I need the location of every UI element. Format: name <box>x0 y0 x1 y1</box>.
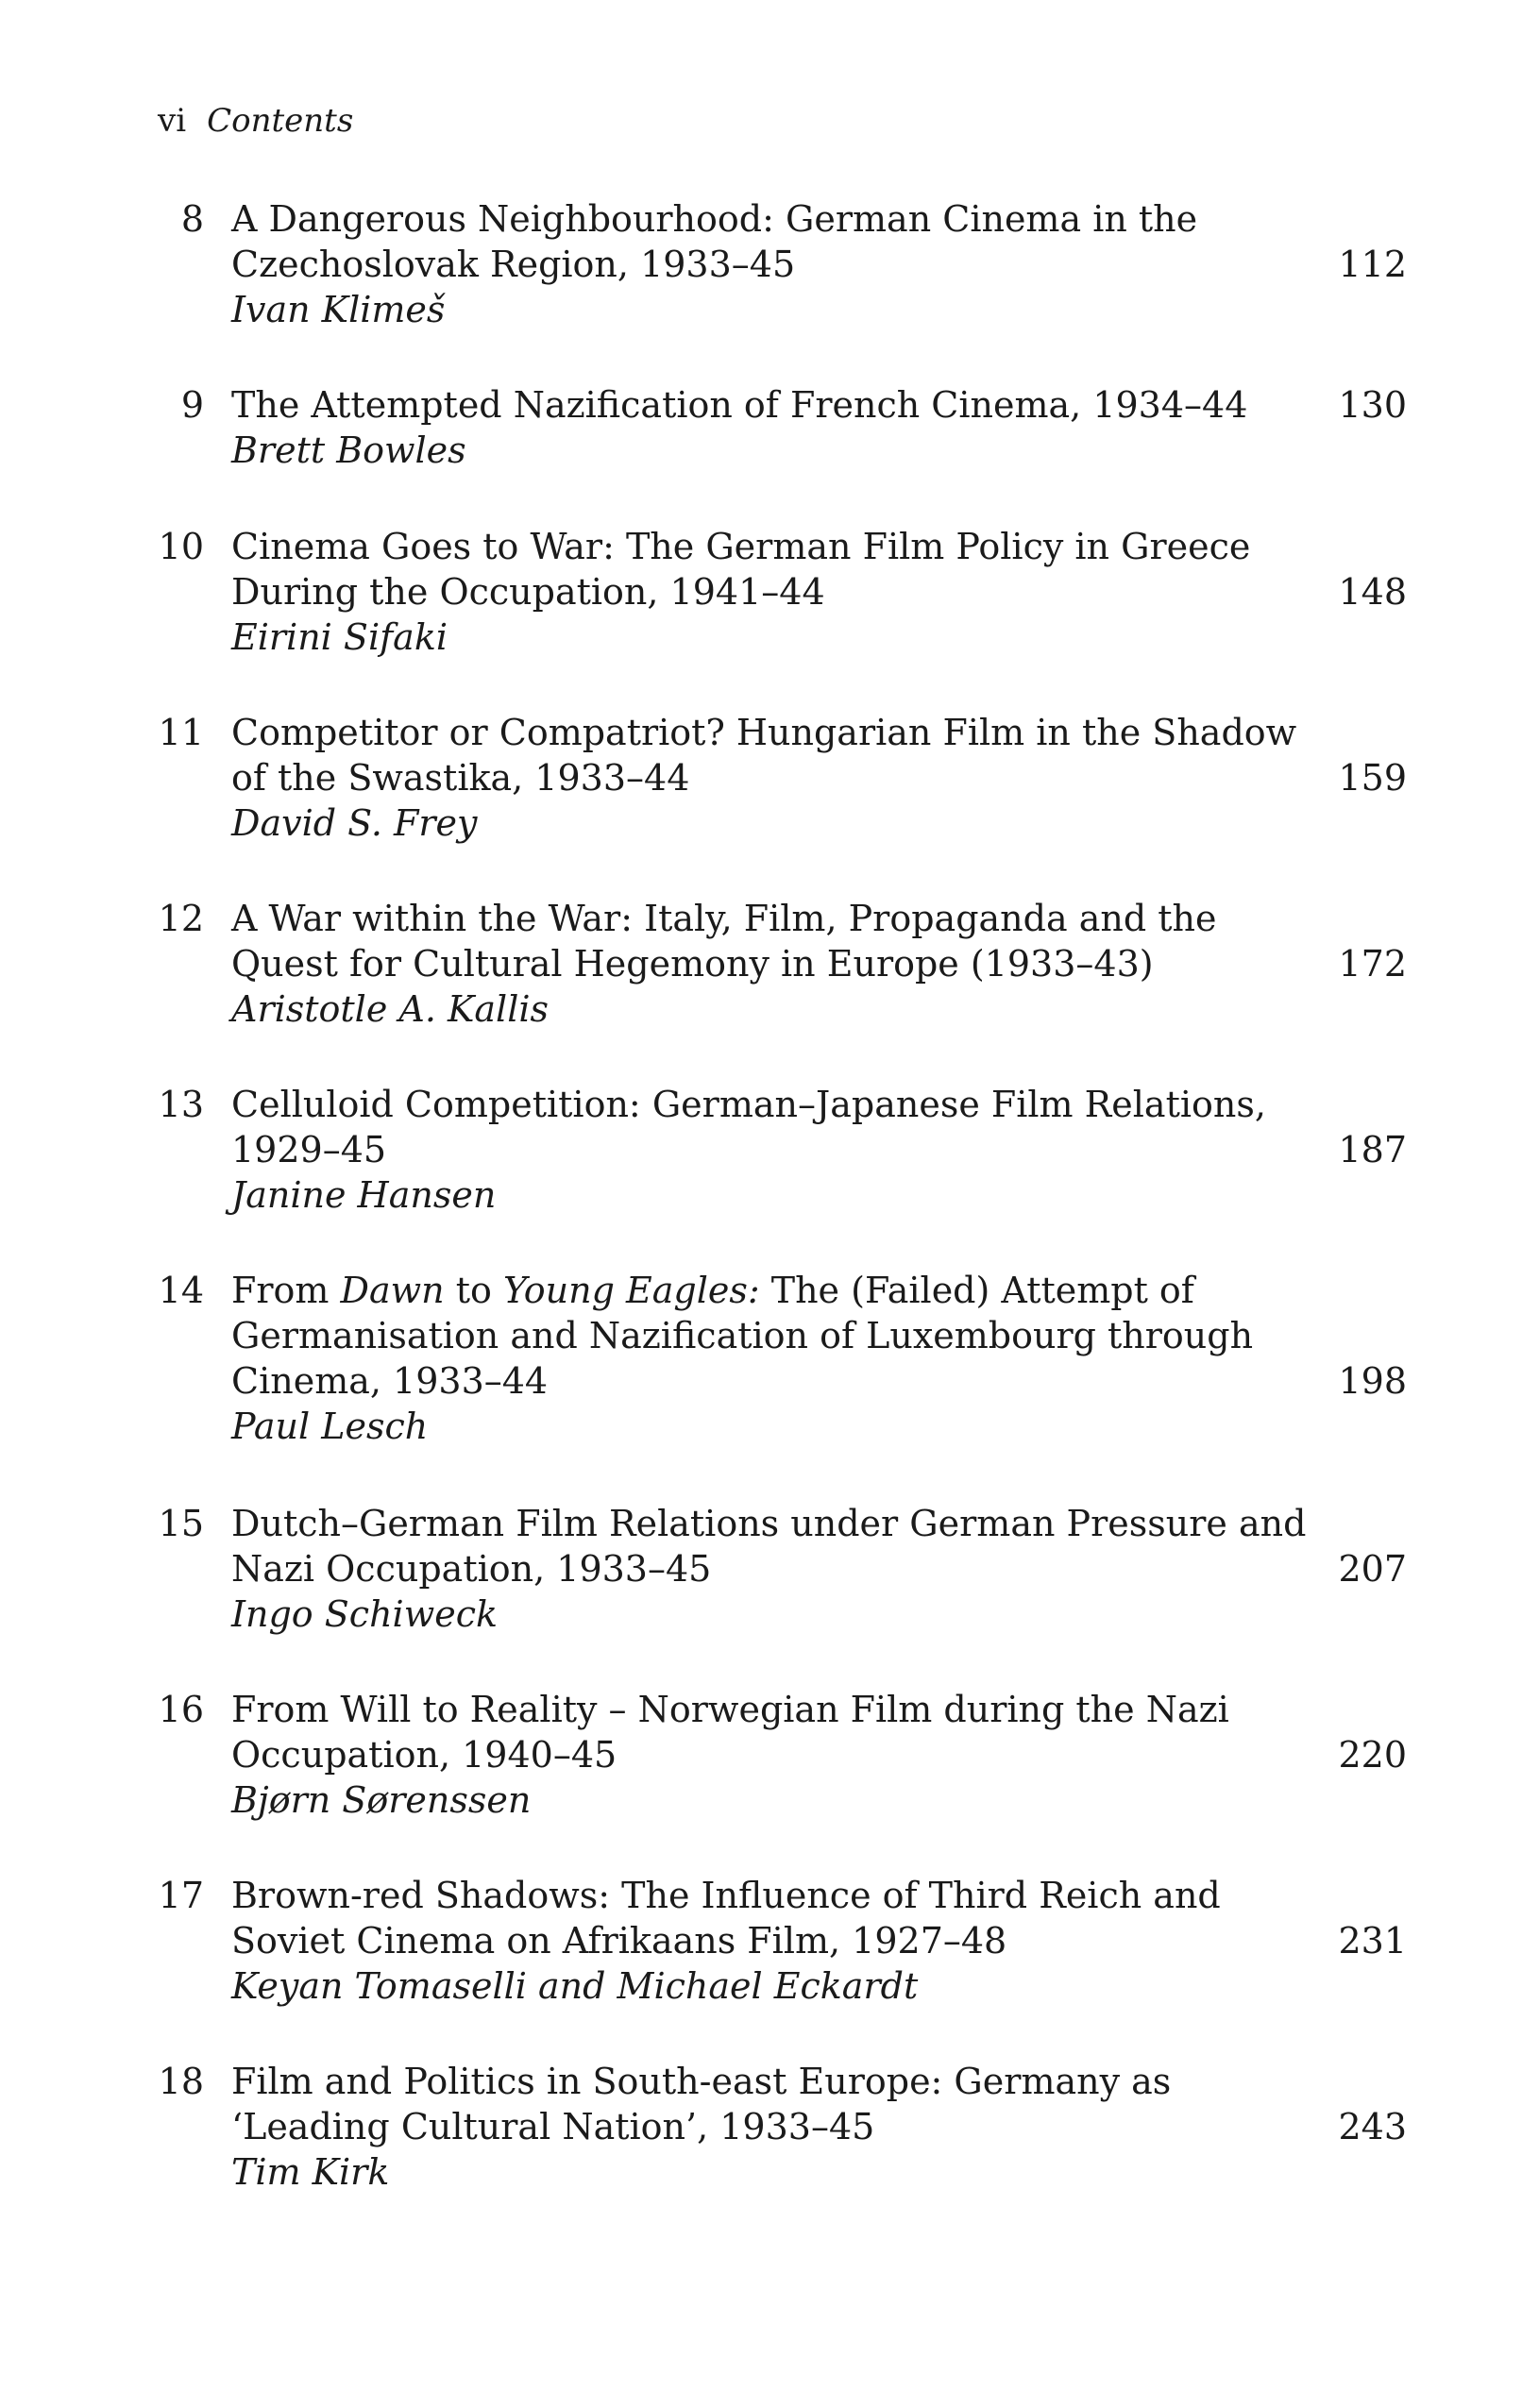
chapter-title-line: Nazi Occupation, 1933–45 <box>231 1548 712 1590</box>
chapter-number: 15 <box>158 1503 204 1544</box>
chapter-title-line: Germanisation and Nazification of Luxembourg through <box>231 1315 1254 1356</box>
page-number: 159 <box>1338 757 1407 799</box>
chapter-author: Janine Hansen <box>231 1174 497 1216</box>
chapter-title-line: Occupation, 1940–45 <box>231 1734 617 1776</box>
chapter-title-line: of the Swastika, 1933–44 <box>231 757 690 799</box>
chapter-author: David S. Frey <box>231 802 478 844</box>
page-folio: vi <box>158 102 187 140</box>
chapter-title-line: Dutch–German Film Relations under German Pressure and <box>231 1503 1307 1544</box>
chapter-title-line: A War within the War: Italy, Film, Propaganda and the <box>231 898 1217 939</box>
running-head-title: Contents <box>207 102 354 140</box>
chapter-author: Keyan Tomaselli and Michael Eckardt <box>231 1965 919 2007</box>
chapter-title <box>231 896 1256 1032</box>
chapter-number: 13 <box>158 1084 204 1125</box>
chapter-title-line <box>231 1268 1256 1313</box>
chapter-title-line: During the Occupation, 1941–44 <box>231 571 825 613</box>
chapter-title <box>231 2059 1256 2195</box>
chapter-author: Eirini Sifaki <box>231 616 448 658</box>
chapter-title-line: The Attempted Nazification of French Cinema, 1934–44 <box>231 384 1248 426</box>
chapter-number: 17 <box>158 1875 204 1916</box>
chapter-number: 11 <box>158 712 204 753</box>
chapter-number: 18 <box>158 2061 204 2102</box>
chapter-author: Bjørn Sørenssen <box>231 1779 532 1821</box>
page-number: 231 <box>1338 1920 1407 1962</box>
chapter-title-line: Quest for Cultural Hegemony in Europe (1933–43) <box>231 943 1154 985</box>
chapter-title <box>231 524 1256 660</box>
running-head <box>158 97 353 144</box>
chapter-author: Tim Kirk <box>231 2151 390 2193</box>
chapter-title-line: Film and Politics in South-east Europe: Germany as <box>231 2061 1172 2102</box>
title-text: The (Failed) Attempt of <box>759 1270 1194 1311</box>
chapter-title-line: 1929–45 <box>231 1129 387 1170</box>
chapter-author: Aristotle A. Kallis <box>231 988 550 1030</box>
chapter-title-line: Celluloid Competition: German–Japanese Film Relations, <box>231 1084 1266 1125</box>
page-number: 220 <box>1338 1734 1407 1776</box>
chapter-title-line: Brown-red Shadows: The Influence of Third Reich and <box>231 1875 1221 1916</box>
title-text: to <box>444 1270 503 1311</box>
film-title-dawn: Dawn <box>340 1270 445 1311</box>
chapter-title-line: A Dangerous Neighbourhood: German Cinema in the <box>231 198 1198 240</box>
chapter-title-line: Soviet Cinema on Afrikaans Film, 1927–48 <box>231 1920 1007 1962</box>
chapter-title <box>231 1687 1256 1823</box>
page-number: 207 <box>1338 1548 1407 1590</box>
chapter-number: 8 <box>180 198 204 240</box>
page-number: 187 <box>1338 1129 1407 1170</box>
chapter-number: 10 <box>158 526 204 567</box>
chapter-title-line: Competitor or Compatriot? Hungarian Film in the Shadow <box>231 712 1297 753</box>
chapter-author: Brett Bowles <box>231 429 466 471</box>
chapter-title-line: Czechoslovak Region, 1933–45 <box>231 244 796 285</box>
chapter-title-line: From Will to Reality – Norwegian Film during the Nazi <box>231 1689 1229 1730</box>
chapter-number: 14 <box>158 1270 204 1311</box>
chapter-title <box>231 1268 1256 1449</box>
chapter-title <box>231 1501 1307 1637</box>
chapter-number: 16 <box>158 1689 204 1730</box>
page-number: 148 <box>1338 571 1407 613</box>
chapter-title <box>231 1873 1256 2009</box>
chapter-title-line: ‘Leading Cultural Nation’, 1933–45 <box>231 2106 875 2147</box>
chapter-title <box>231 196 1256 332</box>
page-number: 112 <box>1338 244 1407 285</box>
chapter-number: 9 <box>180 384 204 426</box>
title-text: From <box>231 1270 341 1311</box>
film-title-young-eagles: Young Eagles: <box>502 1270 760 1311</box>
chapter-title <box>231 1082 1266 1218</box>
chapter-title <box>231 710 1297 846</box>
chapter-author: Ivan Klimeš <box>231 289 446 330</box>
page-number: 172 <box>1338 943 1407 985</box>
chapter-title <box>231 382 1256 473</box>
page-number: 198 <box>1338 1360 1407 1402</box>
chapter-title-line: Cinema Goes to War: The German Film Policy in Greece <box>231 526 1251 567</box>
chapter-author: Paul Lesch <box>231 1406 429 1447</box>
chapter-author: Ingo Schiweck <box>231 1593 499 1635</box>
page-number: 243 <box>1338 2106 1407 2147</box>
chapter-number: 12 <box>158 898 204 939</box>
chapter-title-line: Cinema, 1933–44 <box>231 1360 549 1402</box>
page-number: 130 <box>1338 384 1407 426</box>
